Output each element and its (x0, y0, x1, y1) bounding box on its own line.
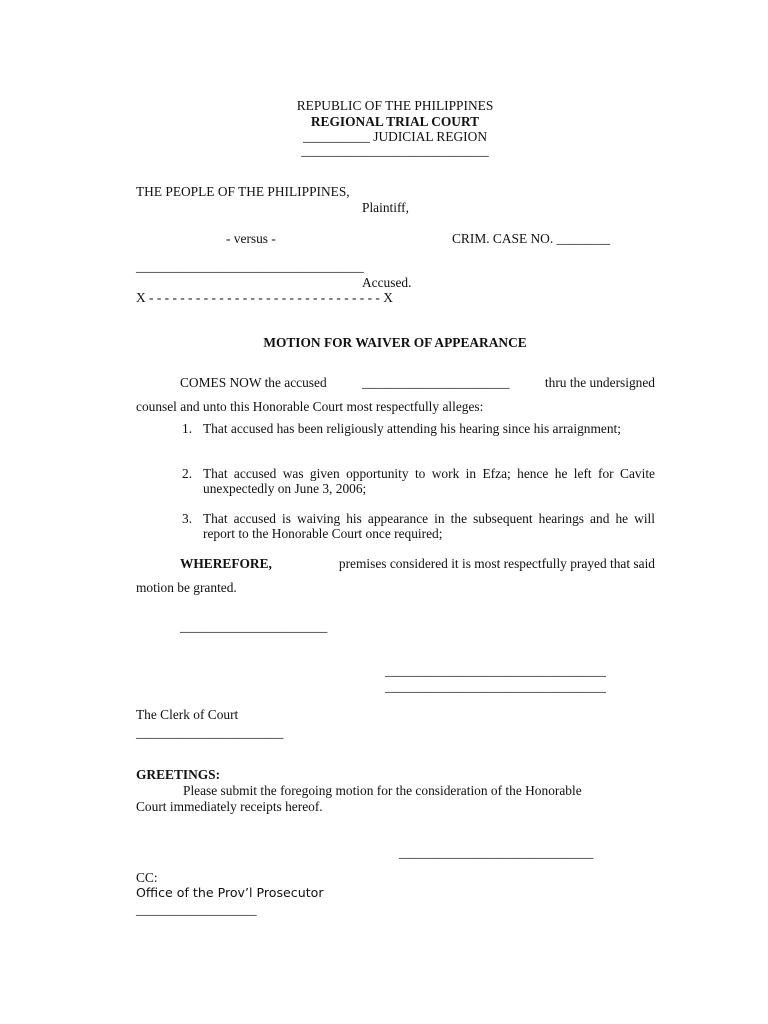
intro-line-1 (180, 375, 655, 390)
caption-separator: X - - - - - - - - - - - - - - - - - - - - - - - - - - - - - - X (136, 290, 393, 305)
accused-name-line: __________________________________ (136, 259, 364, 274)
clerk-of-court: The Clerk of Court (136, 707, 239, 722)
header-court: REGIONAL TRIAL COURT (310, 114, 480, 129)
wherefore-line-2: motion be granted. (136, 580, 237, 595)
intro-thru: thru the undersigned (544, 375, 655, 390)
cc-label: CC: (136, 870, 158, 885)
wherefore-text: premises considered it is most respectfully prayed that said (338, 556, 655, 571)
counsel-line-2: _________________________________ (385, 679, 606, 694)
header-region: __________ JUDICIAL REGION (303, 129, 487, 144)
intro-comes-now: COMES NOW the accused (180, 375, 327, 390)
motion-title: MOTION FOR WAIVER OF APPEARANCE (263, 335, 527, 350)
list-item-number: 3. (182, 511, 193, 526)
header-location-line: ____________________________ (301, 143, 489, 158)
plaintiff-name: THE PEOPLE OF THE PHILIPPINES, (136, 184, 350, 199)
list-item: That accused has been religiously attending his hearing since his arraignment; (203, 421, 621, 436)
cc-office: Office of the Prov’l Prosecutor (136, 885, 324, 900)
header-republic: REPUBLIC OF THE PHILIPPINES (296, 98, 494, 113)
intro-accused-blank: ______________________ (362, 375, 510, 390)
wherefore-line-1 (180, 556, 655, 571)
list-item-number: 2. (182, 466, 193, 481)
date-line: ______________________ (180, 619, 328, 634)
versus-label: - versus - (226, 231, 276, 246)
list-item: That accused was given opportunity to work in Efza; hence he left for Cavite unexpectedly on June 3, 2006; (203, 466, 655, 497)
list-item: That accused is waiving his appearance in the subsequent hearings and he will report to the Honorable Court once required; (203, 511, 655, 542)
cc-line: __________________ (136, 902, 257, 917)
counsel-line-1: _________________________________ (385, 663, 606, 678)
notice-signature-line: _____________________________ (399, 845, 594, 860)
intro-line-2: counsel and unto this Honorable Court most respectfully alleges: (136, 399, 484, 414)
greetings-text-2: Court immediately receipts hereof. (136, 799, 323, 814)
accused-role: Accused. (362, 275, 412, 290)
greetings-text-1: Please submit the foregoing motion for the consideration of the Honorable (183, 783, 582, 798)
wherefore-label: WHEREFORE, (180, 556, 272, 571)
clerk-line: ______________________ (136, 725, 284, 740)
plaintiff-role: Plaintiff, (362, 200, 409, 215)
case-number: CRIM. CASE NO. ________ (452, 231, 611, 246)
greetings-heading: GREETINGS: (136, 767, 221, 782)
list-item-number: 1. (182, 421, 193, 436)
